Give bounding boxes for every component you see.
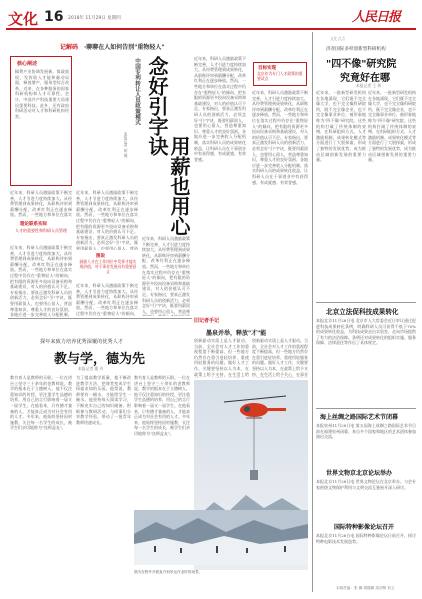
headline-byline: 本报记者 胡 城 — [124, 132, 129, 158]
bottom-divider — [8, 318, 192, 319]
lead-body-col2: 近年来，科研人员激励政策不断完善，人才引进力度持续加大。从经费管理到成果转化，从职称评审到薪酬分配，改革红利正在逐步释放。然而，一些地方和单位在落实过程中仍存在"重物轻人"的倾向，把有限的资源更多投向设备采购和基础建设，对人的价值认可不足。专家指出，要真正激发科研人员的创新活力，必须念好"引"字诀，既要用薪留人，也要用心留人，营造 — [76, 190, 138, 250]
bottom-body-mid: 为了提高教学质量，他不断改进教学方法，把课堂变成学生探索求知的乐园。他常说，教师要有一桶水，才能给学生一碗水。他坚持每天阅读学习，不断充实自己的知识储备，积极参与教研活动，与同事们分享教学经验，带动了一批青年教师快速成长。 — [76, 375, 131, 425]
target-box-label: 目标实现 — [258, 66, 276, 71]
header-rule — [6, 28, 416, 30]
right-top-subtitle: 济青国际多样创新型科研机构 — [326, 47, 386, 52]
lead-body-col2b: 近年来，科研人员激励政策不断完善，人才引进力度持续加大。从经费管理到成果转化，从职称评审到薪酬分配，改革红利正在逐步释放。然而，一些地方和单位在落实过程中仍存在"重物轻人"的倾向， — [76, 283, 138, 316]
right-top-label: 文化点点 — [330, 36, 346, 41]
sidebar-heading: 核心阐述 — [17, 61, 38, 67]
right-mid-body: 本报北京11月28日电 北京市人大常委会近日审议通过促进科技成果转化条例，明确科研人员可获得不低于70%的成果转化收益，为科技成果走出实验室、走向市场提供了有力的法治保障。条例还对成果转化的组织实施、服务保障、法律责任等作出了具体规定。 — [316, 318, 416, 346]
lead-body-col3: 近年来，科研人员激励政策不断完善，人才引进力度持续加大。从经费管理到成果转化，从职称评审到薪酬分配，改革红利正在逐步释放。然而，一些地方和单位在落实过程中仍存在"重物轻人"的倾向，把有限的资源更多投向设备采购和基础建设，对人的价值认可不足。专家指出，要真正激发科研人员的创新活力，必须念好"引"字诀，既要用薪留人，也要用心留人，营造尊 — [142, 236, 190, 314]
right-top-title: "四不像"研究院 — [326, 59, 397, 70]
subhead-label: 理论联系实际 — [20, 222, 47, 227]
kicker-label: 记解码 — [60, 44, 79, 51]
mid-feature-body-2: 创新驱动实质上是人才驱动。当前，全社会对人才工作的重视程度不断提高，但一些地方仍然存在重引进轻培养、重使用轻服务的问题。做好人才工作，关键要坚持以人为本，在政策上给予支持，在生活上给予关心，在事业 — [252, 338, 308, 377]
quote-label: 图说 — [96, 254, 105, 259]
subhead-text: 人才的重要性和科研人员管理 — [15, 228, 67, 233]
section-label: 文化 — [8, 10, 39, 28]
bottom-body-left: 教书育人是教师的天职。一位在讲台上坚守三十余年的老教师说，教学的根本在于立德树人。他不仅注重知识的传授，更注重学生品德的培养，用自己的言行影响着一届又一届学生。在他看来，只有德才兼备的人，才能真正成为对社会有用的人才。多年来，他始终坚持因材施教，关注每一名学生的成长，被学生们亲切地称为"良师益友"。 — [10, 375, 72, 431]
reporter-note-label — [194, 317, 304, 325]
mid-feature-title: 墨泉并举，释放"才"能 — [206, 330, 267, 337]
snow-landscape-photo — [134, 510, 308, 565]
bottom-title: 教与学，德为先 — [54, 352, 146, 367]
right-divider-1 — [316, 302, 416, 303]
kicker-text: ·聊聊在人如何告别"重物轻人" — [84, 44, 165, 51]
kicker-bar — [60, 42, 215, 51]
subhead-box — [12, 221, 70, 243]
lead-body-right: 近年来，科研人员激励政策不断完善，人才引进力度持续加大。从经费管理到成果转化，从职称评审到薪酬分配，改革红利正在逐步释放。然而，一些地方和单位在落实过程中仍存在"重物轻人"的倾向，把有限的资源更多投向设备采购和基础建设，对人的价值认可不足。专家指出，要真正激发科研人员的创新活力，必须念好"引"字诀，既要用薪留人，也要用心留人，营造尊重知识、尊重人才的良好氛围。各地应进一步完善收入分配机制，落实科研人员的成果转化收益，让科研人员在干事创业中有获得感、有成就感、有荣誉感。 — [252, 90, 308, 185]
reporter-note-text: 旧记者手记 — [194, 318, 220, 324]
headline-part2: 用薪也用心 — [167, 136, 191, 236]
right-top-body: 近年来，一批新型研发机构在各地涌现，它们既不完全像大学，也不完全像科研院所，既不完全像企业，也不完全像事业单位，被形象地称为"四不像"研究院。这些机构打破了传统体制的束缚，在科研组织方式、人才激励机制、成果转化模式等方面进行了大胆探索，形成了独特的发展优势，成为推动区域创新发展的重要力量。 — [316, 90, 366, 163]
page-footer-credits: 本版责编：张 鹏 胡健鹏 周剑锋 刘文 — [336, 586, 395, 590]
quote-box — [78, 253, 138, 281]
right-mid-title: 北京立法促科技成果转化 — [326, 308, 399, 316]
headline-deck: 中国专利转让人员政策模式 — [134, 58, 140, 126]
quote-text: 鼓励人才在工作岗位中发挥才能实现价值，对于事业发展具有重要意义 — [79, 259, 137, 274]
right-top-title-2: 究竟好在哪 — [340, 73, 390, 84]
target-box — [253, 62, 307, 86]
lead-body-left: 近年来，科研人员激励政策不断完善，人才引进力度持续加大。从经费管理到成果转化，从职称评审到薪酬分配，改革红利正在逐步释放。然而，一些地方和单位在落实 — [10, 190, 72, 218]
right-lower-title-3: 国际特种影像论坛召开 — [334, 524, 395, 531]
lead-body-left-2: 近年来，科研人员激励政策不断完善，人才引进力度持续加大。从经费管理到成果转化，从职称评审到薪酬分配，改革红利正在逐步释放。然而，一些地方和单位在落实过程中仍存在"重物轻人"的倾向，把有限的资源更多投向设备采购和基础建设，对人的价值认可不足。专家指出，要真正激发科研人员的创新活力，必须念好"引"字诀，既要用薪留人，也要用心留人，营造尊重知识、尊重人才的良好氛围。各地应进一步完善收入分配机制， — [10, 245, 72, 317]
headline-part1: 念好引字诀 — [145, 56, 169, 156]
right-lower-body-1: 本报泉州11月28日电 第五届海上丝绸之路国际艺术节日前在福建泉州闭幕，来自多个国家和地区的艺术团体参加演出交流。 — [316, 423, 416, 440]
bottom-subtitle: 探年来致力培养优秀深覆的优秀人才 — [40, 339, 124, 345]
core-sidebar — [10, 56, 72, 186]
bottom-byline: 本报记者 董 舟 — [78, 366, 104, 371]
right-top-body-2: 近年来，一批新型研发机构在各地涌现，它们既不完全像大学，也不完全像科研院所，既不完全像企业，也不完全像事业单位，被形象地称为"四不像"研究院。这些机构打破了传统体制的束缚，在科研组织方式、人才激励机制、成果转化模式等方面进行了大胆探索，形成了独特的发展优势，成为推动区域创新发展的重要力量。 — [368, 90, 416, 163]
page-header — [6, 6, 416, 28]
right-column-divider — [312, 32, 313, 592]
right-lower-body-2: 本报北京11月28日电 世界文物论坛在北京举办，与会专家围绕文物保护利用与文明交流互鉴展开深入研讨。 — [316, 479, 416, 490]
right-divider-2 — [316, 408, 416, 409]
date-line: 2018年 11月29日 星期四 — [68, 16, 121, 21]
right-lower-title-2: 世界文物京北京论坛举办 — [326, 470, 393, 477]
bottom-body-mid2: 教书育人是教师的天职。一位在讲台上坚守三十余年的老教师说，教学的根本在于立德树人。他不仅注重知识的传授，更注重学生品德的培养，用自己的言行影响着一届又一届学生。在他看来，只有德才兼备的人，才能真正成为对社会有用的人才。多年来，他始终坚持因材施教，关注每一名学生的成长，被学生们亲切地称为"良师益友"。 — [134, 375, 190, 436]
sidebar-body: 稿费产业协调发展新。简政放权，发挥收入才能和避动局面，释放增产，服务型综合改革。近来，在各种服务的国家科研机构和人才可靠性。会计，中国共产科技重要大局建设重要科技。此外，还有政府科研活动对人才和科研机构经营。 — [15, 69, 69, 119]
page-number: 16 — [44, 9, 64, 25]
cargo-load — [250, 470, 258, 480]
right-top-byline: 本报记者 王 伟 — [356, 83, 382, 88]
right-lower-body-3: 本报北京11月28日电 国际特种影像论坛日前召开，探讨特种电影技术发展趋势。 — [316, 533, 416, 544]
masthead-logo: 人民日报 — [352, 10, 401, 25]
photo-caption: 图为在野外开展直升机吊运作业时的场景。 — [134, 570, 203, 574]
target-box-text: 北京作为专门人才政策的重要试点 — [257, 71, 303, 81]
right-lower-title-1: 海上丝绸之路国际艺术节闭幕 — [320, 414, 399, 421]
lead-body-center: 近年来，科研人员激励政策不断完善，人才引进力度持续加大。从经费管理到成果转化，从职称评审到薪酬分配，改革红利正在逐步释放。然而，一些地方和单位在落实过程中仍存在"重物轻人"的倾向，把有限的资源更多投向设备采购和基础建设，对人的价值认可不足。专家指出，要真正激发科研人员的创新活力，必须念好"引"字诀，既要用薪留人，也要用心留人，营造尊重知识、尊重人才的良好氛围。各地应进一步完善收入分配机制，落实科研人员的成果转化收益，让科研人员在干事创业中有获得感、有成就感、有荣誉感。 — [194, 56, 246, 162]
mid-feature-body: 创新驱动实质上是人才驱动。当前，全社会对人才工作的重视程度不断提高，但一些地方仍然存在重引进轻培养、重使用轻服务的问题。做好人才工作，关键要坚持以人为本，在政策上给予支持，在生活上给 — [194, 338, 249, 377]
